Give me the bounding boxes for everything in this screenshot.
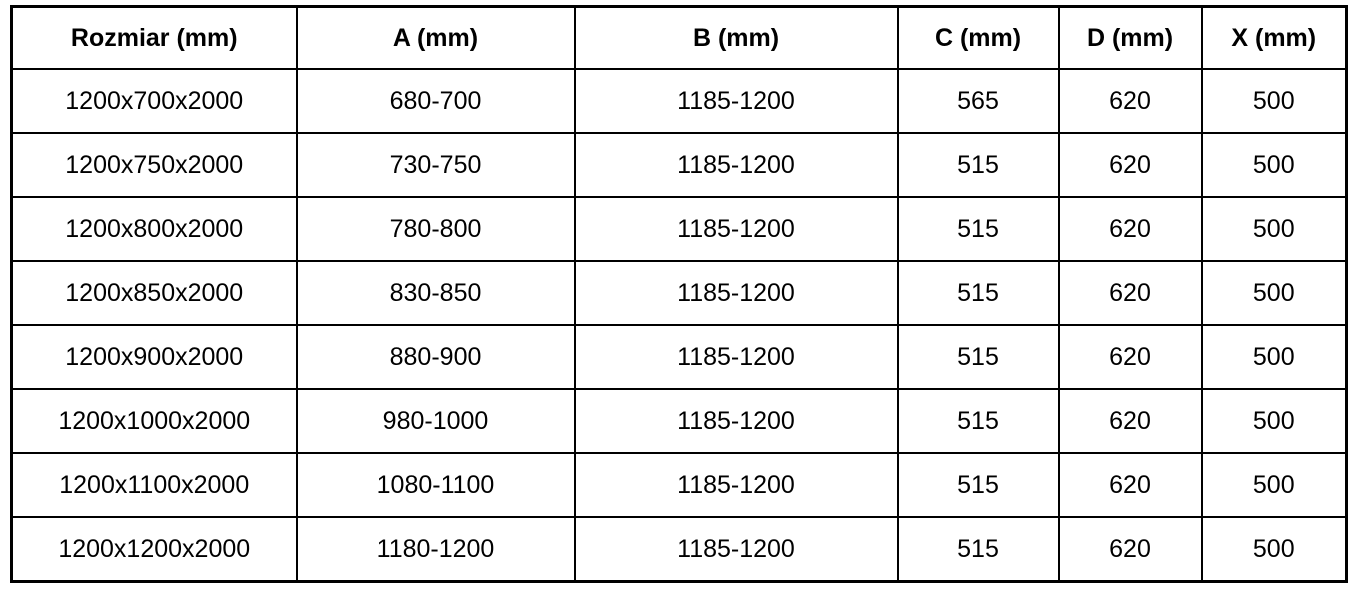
header-cell-x: X (mm) (1202, 7, 1347, 70)
table-cell-x: 500 (1202, 69, 1347, 133)
table-cell-b: 1185-1200 (575, 197, 898, 261)
table-cell-b: 1185-1200 (575, 517, 898, 582)
table-row (12, 517, 1347, 582)
table-cell-a: 830-850 (297, 261, 575, 325)
table-cell-x: 500 (1202, 389, 1347, 453)
table-cell-d: 620 (1059, 389, 1202, 453)
table-cell-a: 780-800 (297, 197, 575, 261)
table-row (12, 69, 1347, 133)
table-cell-rozmiar: 1200x700x2000 (12, 69, 297, 133)
table-row (12, 197, 1347, 261)
table-cell-a: 1180-1200 (297, 517, 575, 582)
table-cell-rozmiar: 1200x850x2000 (12, 261, 297, 325)
header-cell-a: A (mm) (297, 7, 575, 70)
table-cell-x: 500 (1202, 453, 1347, 517)
table-cell-x: 500 (1202, 325, 1347, 389)
table-cell-x: 500 (1202, 261, 1347, 325)
table-cell-rozmiar: 1200x1000x2000 (12, 389, 297, 453)
table-cell-a: 680-700 (297, 69, 575, 133)
table-cell-c: 515 (898, 197, 1059, 261)
table-cell-a: 880-900 (297, 325, 575, 389)
table-row (12, 453, 1347, 517)
table-header-row (12, 7, 1347, 70)
table-row (12, 389, 1347, 453)
table-cell-c: 515 (898, 133, 1059, 197)
table-cell-rozmiar: 1200x1100x2000 (12, 453, 297, 517)
table-cell-c: 515 (898, 325, 1059, 389)
table-cell-b: 1185-1200 (575, 133, 898, 197)
table-body (12, 69, 1347, 582)
table-cell-b: 1185-1200 (575, 69, 898, 133)
table-cell-d: 620 (1059, 69, 1202, 133)
table-cell-b: 1185-1200 (575, 389, 898, 453)
table-cell-a: 730-750 (297, 133, 575, 197)
table-cell-d: 620 (1059, 325, 1202, 389)
table-cell-c: 515 (898, 389, 1059, 453)
header-cell-b: B (mm) (575, 7, 898, 70)
table-cell-d: 620 (1059, 453, 1202, 517)
table-row (12, 261, 1347, 325)
table-cell-b: 1185-1200 (575, 261, 898, 325)
table-cell-rozmiar: 1200x800x2000 (12, 197, 297, 261)
size-spec-table (10, 5, 1348, 583)
table-cell-c: 515 (898, 453, 1059, 517)
table-cell-a: 1080-1100 (297, 453, 575, 517)
table-cell-c: 565 (898, 69, 1059, 133)
table-cell-rozmiar: 1200x750x2000 (12, 133, 297, 197)
table-cell-d: 620 (1059, 133, 1202, 197)
table-cell-rozmiar: 1200x1200x2000 (12, 517, 297, 582)
table-cell-d: 620 (1059, 261, 1202, 325)
table-cell-d: 620 (1059, 517, 1202, 582)
table-cell-rozmiar: 1200x900x2000 (12, 325, 297, 389)
table-cell-b: 1185-1200 (575, 325, 898, 389)
table-row (12, 133, 1347, 197)
header-cell-c: C (mm) (898, 7, 1059, 70)
table-cell-x: 500 (1202, 517, 1347, 582)
table-cell-d: 620 (1059, 197, 1202, 261)
header-cell-d: D (mm) (1059, 7, 1202, 70)
table-cell-c: 515 (898, 261, 1059, 325)
table-cell-c: 515 (898, 517, 1059, 582)
table-cell-b: 1185-1200 (575, 453, 898, 517)
header-cell-rozmiar: Rozmiar (mm) (12, 7, 297, 70)
table-cell-x: 500 (1202, 133, 1347, 197)
table-cell-x: 500 (1202, 197, 1347, 261)
table-cell-a: 980-1000 (297, 389, 575, 453)
table-row (12, 325, 1347, 389)
